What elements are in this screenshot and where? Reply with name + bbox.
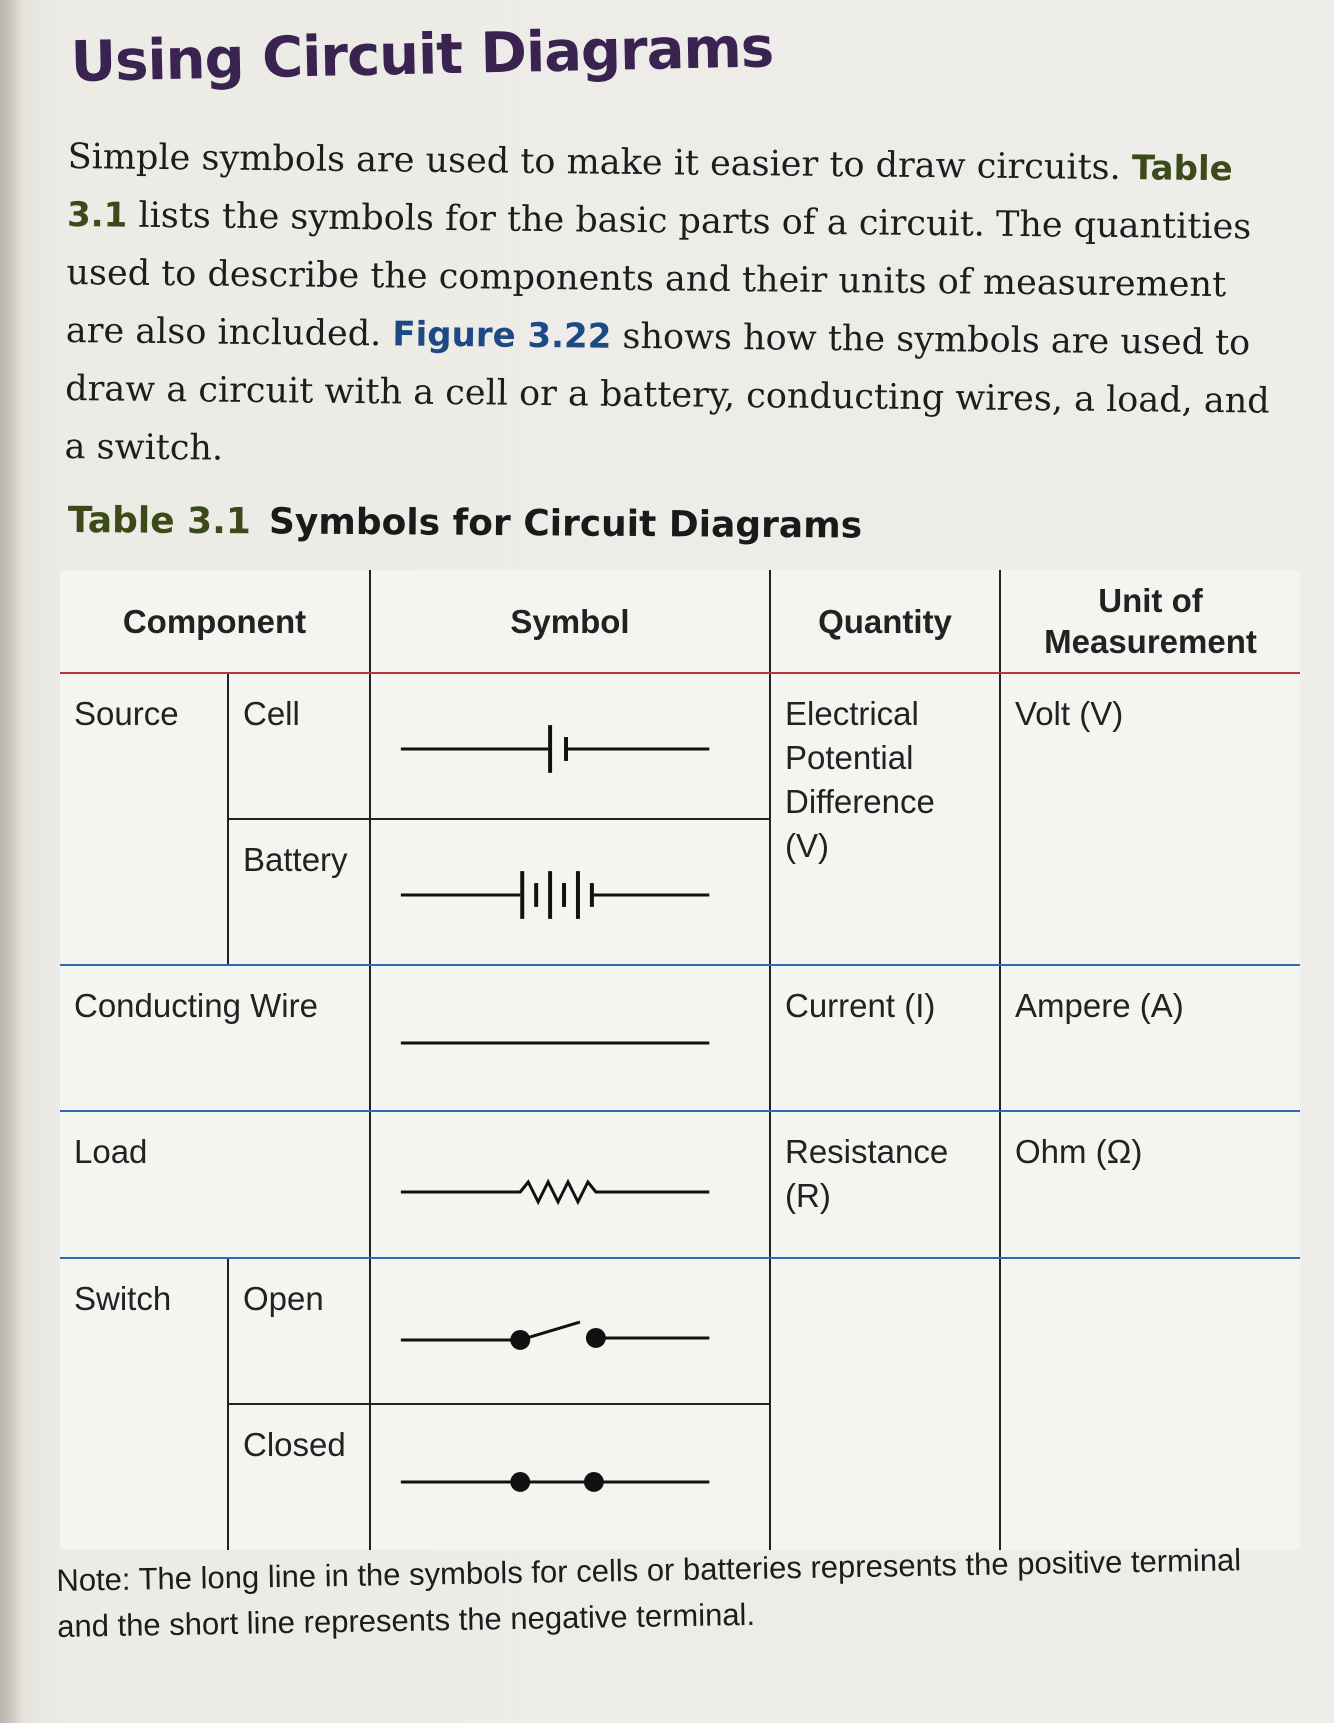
wire-label: Conducting Wire xyxy=(60,965,370,1111)
table-reference-link[interactable]: Table 3.1 xyxy=(66,148,1233,236)
note-label: Note: xyxy=(56,1561,131,1598)
resistor-symbol-icon xyxy=(371,1150,769,1220)
open-switch-symbol-icon xyxy=(371,1296,769,1366)
symbols-table xyxy=(60,570,1300,1550)
load-symbol xyxy=(370,1111,770,1257)
intro-text-3: shows how the symbols are used to draw a circuit with a cell or a battery, conducting wires, a load, and a switch. xyxy=(64,316,1270,469)
switch-label: Switch xyxy=(60,1258,228,1550)
switch-closed-symbol xyxy=(370,1404,770,1550)
wire-symbol xyxy=(370,965,770,1111)
switch-closed-label: Closed xyxy=(228,1404,370,1550)
note-text: The long line in the symbols for cells or batteries represents the positive terminal and the short line represents the negative terminal. xyxy=(56,1542,1242,1644)
table-note xyxy=(56,1536,1297,1650)
table-row-wire xyxy=(60,965,1300,1111)
wire-unit: Ampere (A) xyxy=(1000,965,1300,1111)
wire-quantity: Current (I) xyxy=(770,965,1000,1111)
table-header-row xyxy=(60,570,1300,673)
source-quantity: Electrical Potential Difference (V) xyxy=(770,673,1000,965)
header-unit: Unit of Measurement xyxy=(1000,570,1300,673)
cell-label: Cell xyxy=(228,673,370,819)
switch-open-label: Open xyxy=(228,1258,370,1404)
load-label: Load xyxy=(60,1111,370,1257)
closed-switch-symbol-icon xyxy=(371,1442,769,1512)
page-gutter-shadow xyxy=(0,0,22,1723)
battery-label: Battery xyxy=(228,819,370,965)
intro-paragraph xyxy=(64,128,1278,489)
table-caption xyxy=(68,500,863,547)
switch-unit xyxy=(1000,1258,1300,1550)
header-quantity: Quantity xyxy=(770,570,1000,673)
header-component: Component xyxy=(60,570,370,673)
intro-text-1: Simple symbols are used to make it easier to draw circuits. xyxy=(67,136,1121,189)
battery-symbol xyxy=(370,819,770,965)
table-row-load xyxy=(60,1111,1300,1257)
source-unit: Volt (V) xyxy=(1000,673,1300,965)
section-heading: Using Circuit Diagrams xyxy=(70,15,774,95)
figure-reference-link[interactable]: Figure 3.22 xyxy=(392,314,612,357)
cell-symbol-icon xyxy=(371,711,769,781)
symbols-table-container xyxy=(60,570,1300,1550)
switch-open-symbol xyxy=(370,1258,770,1404)
table-row-cell xyxy=(60,673,1300,819)
load-unit: Ohm (Ω) xyxy=(1000,1111,1300,1257)
load-quantity: Resistance (R) xyxy=(770,1111,1000,1257)
table-row-switch-open xyxy=(60,1258,1300,1404)
wire-symbol-icon xyxy=(371,1003,769,1073)
source-label: Source xyxy=(60,673,228,965)
table-caption-title: Symbols for Circuit Diagrams xyxy=(268,501,863,547)
intro-text-2: lists the symbols for the basic parts of a circuit. The quantities used to describe the components and their units of measurement are also included. xyxy=(65,195,1252,355)
header-symbol: Symbol xyxy=(370,570,770,673)
table-caption-number: Table 3.1 xyxy=(67,500,252,543)
battery-symbol-icon xyxy=(371,857,769,927)
cell-symbol xyxy=(370,673,770,819)
switch-quantity xyxy=(770,1258,1000,1550)
